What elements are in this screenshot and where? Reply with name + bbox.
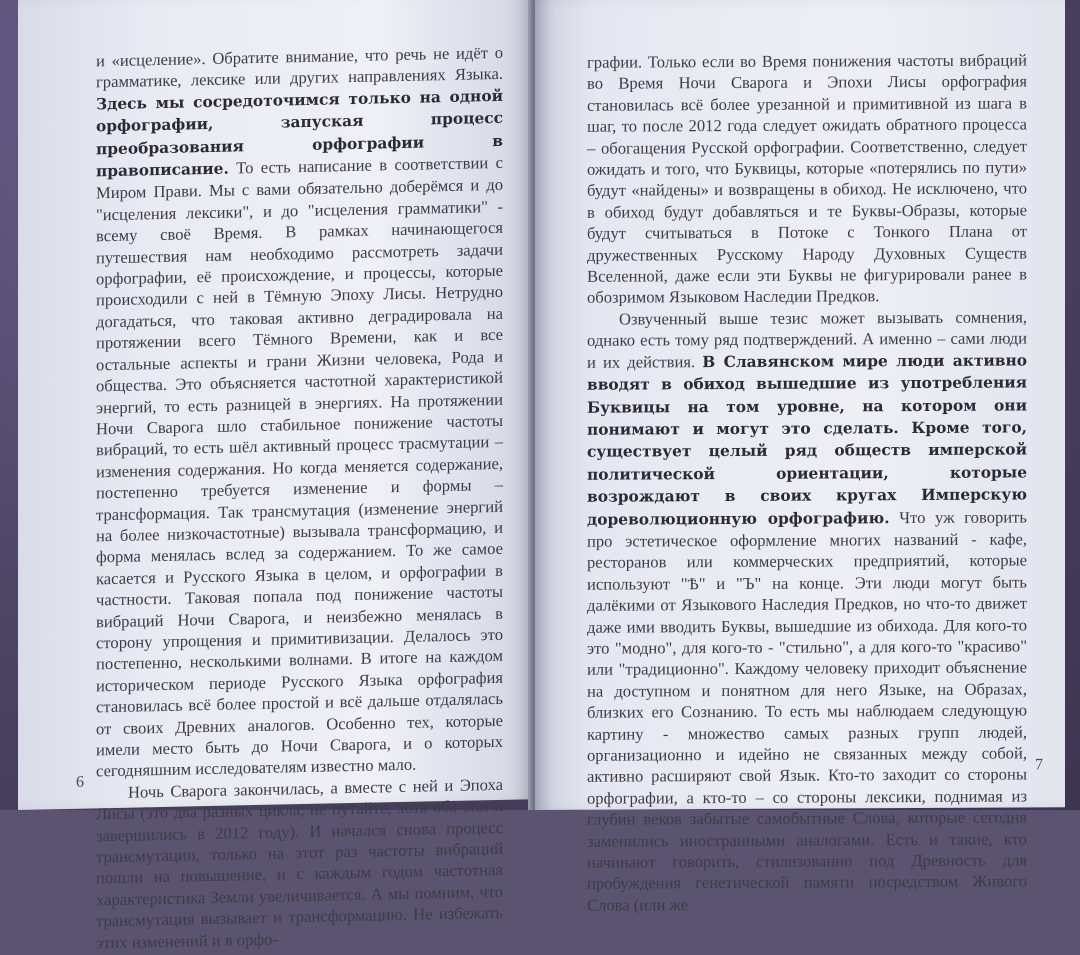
left-page xyxy=(18,0,533,953)
right-page xyxy=(535,0,1065,915)
text-run: и «исцеление». Обратите внимание, что речь не идёт о грамматике, лексике или других направлениях Языка. xyxy=(96,42,503,92)
text-run: То есть написание в соответствии с Миром Прави. Мы с вами обязательно доберёмся и до "исцеления лексики", и до "исцеления грамматики" - всему своё Время. В рамках начинающегося путешествия нам необходимо рассмотреть задачи орфографии, её происхождение, и процессы, которые происходили с ней в Тёмную Эпоху Лисы. Нетрудно догадаться, что таковая активно деградировала на протяжении всего Тёмного Времени, как и все остальные аспекты и грани Жизни человека, Рода и общества. Это объясняется частотной характеристикой энергий, то есть разницей в энергиях. На протяжении Ночи Сварога шло стабильное понижение частоты вибраций, то есть шёл активный процесс трасмутации – изменения содержания. Но когда меняется содержание, постепенно требуется изменение и формы – трансформация. Так трансмутация (изменение энергий на более низкочастотные) вызывала трансформацию, и форма менялась вслед за содержанием. То же самое касается и Русского Языка в целом, и орфографии в частности. Таковая попала под понижение частоты вибраций Ночи Сварога, и неизбежно менялась в сторону упрощения и примитивизации. Делалось это постепенно, несколькими волнами. В итоге на каждом историческом периоде Русского Языка орфография становилась всё более простой и всё дальше отдалялась от своих Древних аналогов. Особенно тех, которые имели место быть до Ночи Сварога, и о которых сегодняшним исследователям известно мало. xyxy=(96,152,503,781)
right-paragraph-1: графии. Только если во Время понижения частоты вибраций во Время Ночи Сварога и Эпохи Лисы орфография становилась всё более урезанной и примитивной из шага в шаг, то после 2012 года следует ожидать обратного процесса – обогащения Русской орфографии. Соответственно, следует ожидать и того, что Буквицы, которые «потерялись по пути» будут «найдены» и возвращены в обиход. Не исключено, что в обиход будут добавляться и те Буквы-Образы, которые будут считываться в Потоке с Тонкого Плана от дружественных Русскому Народу Духовных Существ Вселенной, даже если эти Буквы не фигурировали ранее в обозримом Языковом Наследии Предков. xyxy=(587,50,1027,308)
page-number-left: 6 xyxy=(76,773,84,791)
page-number-right: 7 xyxy=(1035,755,1043,773)
text-run: Что уж говорить про эстетическое оформление многих названий - кафе, ресторанов или коммерческих предприятий, которые используют "Ѣ" и "Ъ" на конце. Эти люди могут быть далёкими от Языкового Наследия Предков, но что-то движет даже ими вводить Буквы, вышедшие из обихода. Для кого-то это "модно", для кого-то - "стильно", а для кого-то "красиво" или "традиционно". Каждому человеку приходит объяснение на доступном и понятном для него Языке, на Образах, близких его Сознанию. То есть мы наблюдаем следующую картину - множество самых разных групп людей, организационно и идейно не связанных между собой, активно расширяют свой Язык. Кто-то заходит со стороны орфографии, а кто-то – со стороны лексики, поднимая из глубин веков забытые самобытные Слова, которые сегодня заменились иностранными аналогами. Есть и такие, кто начинают говорить, стилизованно под Древность для пробуждения генетической памяти посредством Живого Слова (или же xyxy=(587,506,1027,915)
right-paragraph-2 xyxy=(587,306,1027,916)
left-paragraph-1 xyxy=(96,42,503,782)
text-run: Озвученный выше тезис может вызывать сомнения, однако есть тому ряд подтверждений. А именно – сами люди и их действия. xyxy=(587,307,1027,372)
left-paragraph-2: Ночь Сварога закончилась, а вместе с ней и Эпоха Лисы (это два разных цикла, не путайте, хотя оба они и завершились в 2012 году). И начался снова процесс трансмутации, только на этот раз частоты вибраций пошли на повышение, и с каждым годом частотная характеристика Земли увеличивается. А мы помним, что трансмутация вызывает и трансформацию. Не избежать этих изменений и в орфо- xyxy=(96,774,503,953)
bold-run: Здесь мы сосредоточимся только на одной орфографии, запуская процесс преобразования орфографии в правописание. xyxy=(96,86,503,181)
bold-run: В Славянском мире люди активно вводят в обиход вышедшие из употребления Буквицы на том уровне, на котором они понимают и могут это сделать. Кроме того, существует целый ряд обществ имперской политической ориентации, которые возрождают в своих кругах Имперскую дореволюционную орфографию. xyxy=(587,351,1027,529)
